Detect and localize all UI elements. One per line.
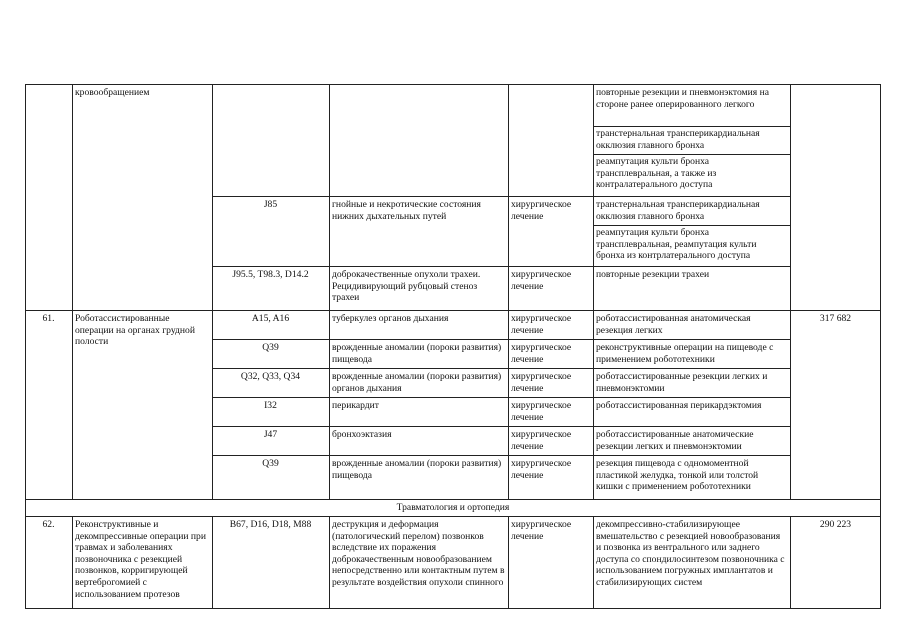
cell-icd-code: J47 xyxy=(263,429,278,440)
table-border xyxy=(593,84,594,499)
table-border xyxy=(593,154,790,155)
cell-operation: роботассистированные резекции легких и пневмонэктомии xyxy=(596,371,768,394)
table-border xyxy=(25,84,881,85)
cell-operation: транстернальная трансперикардиальная окклюзия главного бронха xyxy=(596,128,760,151)
cell-diagnosis: гнойные и некротические состояния нижних дыхательных путей xyxy=(332,199,481,222)
cell-treatment: хирургическое лечение xyxy=(511,429,572,452)
table-border xyxy=(880,84,881,609)
cell-treatment: хирургическое лечение xyxy=(511,458,572,481)
table-border xyxy=(790,84,791,499)
cell-operation: роботассистированная перикардэктомия xyxy=(596,400,762,411)
table-border xyxy=(329,516,330,609)
table-border xyxy=(212,426,790,427)
cell-diagnosis: врожденные аномалии (пороки развития) пищевода xyxy=(332,342,502,365)
cell-operation: реконструктивные операции на пищеводе с применением робототехники xyxy=(596,342,774,365)
cell-treatment: хирургическое лечение xyxy=(511,519,572,542)
cell-icd-code: J95.5, T98.3, D14.2 xyxy=(232,269,309,280)
table-border xyxy=(508,84,509,499)
cell-operation: резекция пищевода с одномоментной пластикой желудка, тонкой или толстой кишки с применением робототехники xyxy=(596,458,759,493)
cell-method-name: кровообращением xyxy=(75,87,150,98)
cell-operation: повторные резекции и пневмонэктомия на стороне ранее оперированного легкого xyxy=(596,87,769,110)
table-border xyxy=(25,499,881,500)
table-border xyxy=(508,516,509,609)
table-border xyxy=(25,310,881,311)
cell-price: 290 223 xyxy=(819,519,852,530)
table-border xyxy=(212,266,790,267)
table-border xyxy=(25,84,26,609)
table-border xyxy=(593,126,790,127)
table-border xyxy=(212,397,790,398)
table-border xyxy=(329,84,330,499)
cell-operation: реампутация культи бронха трансплевральная, а также из контралатерального доступа xyxy=(596,156,717,191)
table-border xyxy=(25,516,881,517)
cell-operation: транстернальная трансперикардиальная окклюзия главного бронха xyxy=(596,199,760,222)
section-header: Травматология и ортопедия xyxy=(396,502,510,513)
cell-treatment: хирургическое лечение xyxy=(511,400,572,423)
cell-operation: реампутация культи бронха трансплевральная, реампутация культи бронха из контрлатерального доступа xyxy=(596,227,757,262)
cell-row-number: 62. xyxy=(42,519,55,530)
cell-method-name: Реконструктивные и декомпрессивные операции при травмах и заболеваниях позвоночника с резекцией позвонков, корригирующей вертеброгомией с использованием протезов xyxy=(75,519,206,600)
table-border xyxy=(790,516,791,609)
cell-treatment: хирургическое лечение xyxy=(511,313,572,336)
cell-treatment: хирургическое лечение xyxy=(511,269,572,292)
cell-row-number: 61. xyxy=(42,313,55,324)
cell-diagnosis: врожденные аномалии (пороки развития) пищевода xyxy=(332,458,502,481)
table-border xyxy=(25,608,881,609)
cell-icd-code: Q32, Q33, Q34 xyxy=(240,371,301,382)
cell-treatment: хирургическое лечение xyxy=(511,342,572,365)
cell-icd-code: A15, A16 xyxy=(251,313,290,324)
cell-method-name: Роботассистированные операции на органах грудной полости xyxy=(75,313,195,348)
cell-operation: декомпрессивно-стабилизирующее вмешательство с резекцией новообразования и позвонка из вентрального или заднего доступа со спондилосинтезом позвоночника с использованием погружных имплантатов и стабилизирующих систем xyxy=(596,519,785,588)
cell-treatment: хирургическое лечение xyxy=(511,371,572,394)
cell-treatment: хирургическое лечение xyxy=(511,199,572,222)
table-border xyxy=(212,196,790,197)
cell-diagnosis: деструкция и деформация (патологический перелом) позвонков вследствие их поражения доброкачественным новообразованием непосредственно или контактным путем в результате воздействия опухоли спинного xyxy=(332,519,505,588)
cell-icd-code: I32 xyxy=(264,400,277,411)
table-border xyxy=(593,225,790,226)
cell-diagnosis: бронхоэктазия xyxy=(332,429,392,440)
cell-operation: роботассистированные анатомические резекции легких и пневмонэктомии xyxy=(596,429,754,452)
cell-diagnosis: туберкулез органов дыхания xyxy=(332,313,449,324)
cell-icd-code: J85 xyxy=(263,199,278,210)
table-border xyxy=(212,84,213,499)
cell-diagnosis: перикардит xyxy=(332,400,379,411)
cell-diagnosis: доброкачественные опухоли трахеи. Рецидивирующий рубцовый стеноз трахеи xyxy=(332,269,481,304)
table-border xyxy=(72,516,73,609)
cell-icd-code: Q39 xyxy=(262,342,279,353)
cell-operation: повторные резекции трахеи xyxy=(596,269,710,280)
table-border xyxy=(212,339,790,340)
table-border xyxy=(72,84,73,499)
cell-price: 317 682 xyxy=(819,313,852,324)
cell-diagnosis: врожденные аномалии (пороки развития) органов дыхания xyxy=(332,371,502,394)
table-border xyxy=(212,516,213,609)
cell-icd-code: Q39 xyxy=(262,458,279,469)
table-border xyxy=(212,455,790,456)
cell-icd-code: B67, D16, D18, M88 xyxy=(229,519,312,530)
cell-operation: роботассистированная анатомическая резекция легких xyxy=(596,313,751,336)
table-border xyxy=(593,516,594,609)
table-border xyxy=(212,368,790,369)
